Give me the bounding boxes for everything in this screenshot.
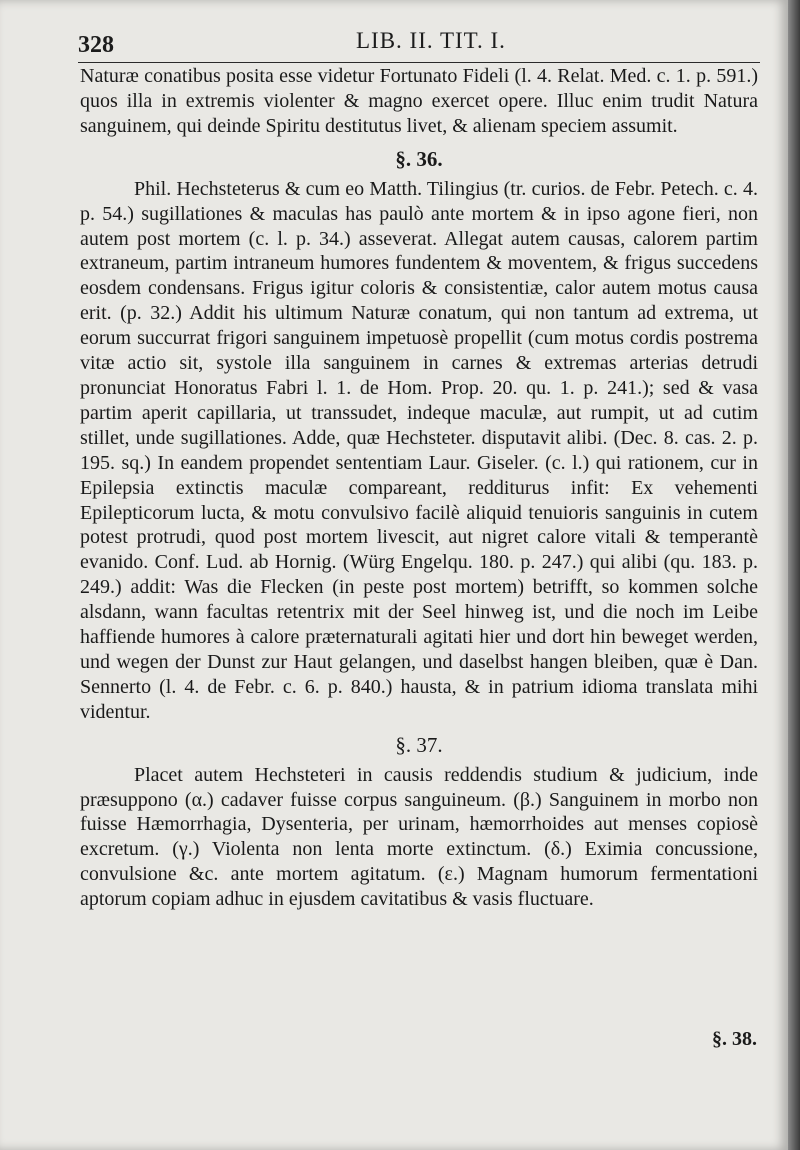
page-edge-shadow — [788, 0, 800, 1150]
section-heading-36: §. 36. — [395, 146, 443, 171]
page-body — [80, 64, 758, 912]
running-title: LIB. II. TIT. I. — [356, 28, 506, 53]
page-number: 328 — [78, 32, 114, 58]
catchword: §. 38. — [712, 1028, 757, 1050]
header-rule — [78, 62, 760, 63]
paragraph-section-37: Placet autem Hechsteteri in causis reddendis studium & judicium, inde præsuppono (α.) cadaver fuisse corpus sanguineum. (β.) Sanguinem in morbo non fuisse Hæmorrhagia, Dysenteria, per urinam, hæmorrhoides aut menses copiosè excretum. (γ.) Violenta non lenta morte extinctum. (δ.) Eximia concussione, convulsione &c. ante mortem agitatum. (ε.) Magnam humorum fermentationi aptorum copiam adhuc in ejusdem cavitatibus & vasis fluctuare. — [80, 763, 758, 911]
paragraph-continuation: Naturæ conatibus posita esse videtur Fortunato Fideli (l. 4. Relat. Med. c. 1. p. 591.) quos illa in extremis violenter & magno exercet opere. Illuc enim trudit Natura sanguinem, qui deinde Spiritu destitutus livet, & alienam speciem assumit. — [80, 65, 758, 137]
section-heading-37: §. 37. — [395, 732, 443, 757]
paragraph-section-36: Phil. Hechsteterus & cum eo Matth. Tilingius (tr. curios. de Febr. Petech. c. 4. p. 54.) sugillationes & maculas has paulò ante mortem & in ipso agone fieri, non autem post mortem (c. l. p. 34.) asseverat. Allegat autem causas, calorem partim extraneum, partim intraneum humores fundentem & moventem, & frigus succedens eosdem condensans. Frigus igitur coloris & consistentiæ, calor autem motus causa erit. (p. 32.) Addit his ultimum Naturæ conatum, qui non tantum ad extrema, ut eorum succurrat frigori sanguinem impetuosè propellit (cum motus cordis postrema vitæ actio sit, systole illa sanguinem in carnes & extremas arterias detrudi pronunciat Honoratus Fabri l. 1. de Hom. Prop. 20. qu. 1. p. 241.); sed & vasa partim aperit capillaria, ut transsudet, indeque maculæ, aut rumpit, ut ad cutim stillet, unde sugillationes. Adde, quæ Hechsteter. disputavit alibi. (Dec. 8. cas. 2. p. 195. sq.) In eandem propendet sententiam Laur. Giseler. (c. l.) qui rationem, cur in Epilepsia extinctis maculæ comparеant, redditurus infit: Ex vehementi Epilepticorum lucta, & motu convulsivo facilè aliquid tenuioris sanguinis in cutem potest protrudi, quod post mortem livescit, aut nigret calore vitali & temperantè evanido. Conf. Lud. ab Hornig. (Würg Engelqu. 180. p. 247.) qui alibi (qu. 183. p. 249.) addit: Was die Flecken (in peste post mortem) betrifft, so kommen solche alsdann, wann facultas retentrix mit der Seel hinweg ist, und die noch im Leibe haffiende humores à calore præternaturali agitati hier und dort hin beweget werden, und wegen der Dunst zur Haut gelangen, und daselbst hangen bleiben, quæ è Dan. Sennerto (l. 4. de Febr. c. 6. p. 840.) hausta, & in patrium idioma translata mihi videntur. — [80, 177, 758, 723]
page-header — [78, 26, 758, 60]
